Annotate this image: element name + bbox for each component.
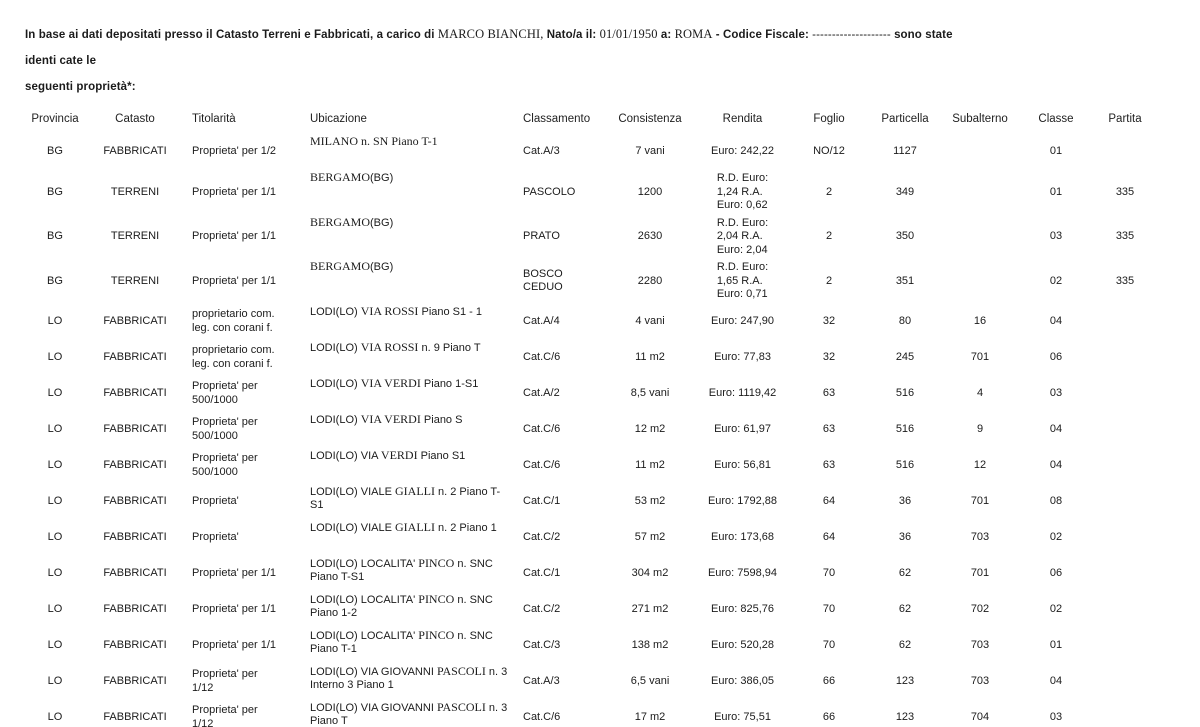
table-row [25, 664, 1161, 700]
cell-classe: 06 [1049, 350, 1063, 363]
cell-provincia: LO [47, 530, 63, 543]
cell-classe: 01 [1049, 145, 1063, 158]
cell-classe: 02 [1049, 602, 1063, 615]
cell-particella: 349 [895, 185, 915, 198]
cell-classamento: Cat.C/6 [523, 422, 561, 435]
ubicazione-segment: LODI(LO) VIALE [310, 521, 395, 534]
cell-provincia: LO [47, 710, 63, 723]
cell-rendita [700, 556, 785, 592]
cell-particella: 36 [898, 494, 912, 507]
cell-rendita [700, 664, 785, 700]
cell-provincia: LO [47, 422, 63, 435]
cell-partita [1089, 628, 1161, 664]
table-row [25, 376, 1161, 412]
ubicazione-segment: LODI(LO) VIA GIOVANNI [310, 701, 437, 714]
cell-rendita [700, 304, 785, 340]
rendita-lines: Euro: 247,90 [711, 314, 774, 327]
cell-ubicazione [303, 340, 515, 376]
ubicazione-segment: n. SNC Piano T-S1 [310, 557, 493, 583]
table-row [25, 340, 1161, 376]
cell-ubicazione [303, 628, 515, 664]
cell-classamento: Cat.A/3 [523, 145, 560, 158]
cell-classe: 03 [1049, 710, 1063, 723]
intro-segment: - Codice Fiscale: [712, 29, 813, 41]
table-row [25, 170, 1161, 215]
rendita-lines: Euro: 242,22 [711, 145, 774, 158]
table-row [25, 700, 1161, 727]
cell-catasto: TERRENI [110, 185, 160, 198]
cell-ubicazione [303, 304, 515, 340]
cell-provincia: LO [47, 566, 63, 579]
cell-subalterno: 704 [970, 710, 990, 723]
cell-rendita [700, 520, 785, 556]
cell-provincia: LO [47, 638, 63, 651]
ubicazione-segment: LODI(LO) VIALE [310, 485, 395, 498]
cell-foglio: 63 [822, 386, 836, 399]
cell-classe: 01 [1049, 185, 1063, 198]
ubicazione-segment: n. 2 Piano 1 [434, 521, 497, 534]
cell-consistenza: 304 m2 [631, 566, 669, 579]
cell-ubicazione [303, 215, 515, 260]
cell-ubicazione [303, 448, 515, 484]
cell-partita [1089, 520, 1161, 556]
cell-catasto: FABBRICATI [103, 494, 167, 507]
cell-partita [1089, 412, 1161, 448]
cell-catasto: FABBRICATI [103, 386, 167, 399]
table-row [25, 448, 1161, 484]
cell-provincia: LO [47, 674, 63, 687]
rendita-lines: Euro: 56,81 [714, 458, 771, 471]
ubicazione-segment: n. SNC Piano T-1 [310, 629, 493, 655]
document-page [0, 21, 1200, 727]
cell-ubicazione [303, 700, 515, 727]
column-header-consistenza: Consistenza [618, 113, 682, 125]
cell-titolarita: Proprieta' per 1/12 [192, 668, 258, 694]
cell-foglio: 32 [822, 314, 836, 327]
cell-catasto: TERRENI [110, 274, 160, 287]
cell-provincia: LO [47, 386, 63, 399]
column-header-partita: Partita [1108, 113, 1142, 125]
cell-rendita [700, 700, 785, 727]
cell-ubicazione [303, 592, 515, 628]
cell-foglio: 32 [822, 350, 836, 363]
table-row [25, 592, 1161, 628]
cell-foglio: 64 [822, 494, 836, 507]
ubicazione-serif-segment: VIA VERDI [360, 411, 421, 426]
cell-foglio: 70 [822, 602, 836, 615]
column-header-rendita: Rendita [722, 113, 763, 125]
cell-rendita [700, 628, 785, 664]
cell-provincia: BG [47, 145, 63, 158]
cell-catasto: FABBRICATI [103, 314, 167, 327]
cell-classe: 02 [1049, 530, 1063, 543]
cell-classe: 03 [1049, 230, 1063, 242]
cell-rendita [700, 376, 785, 412]
cell-subalterno: 703 [970, 674, 990, 687]
intro-text [25, 21, 955, 100]
cell-particella: 351 [895, 274, 915, 287]
cell-subalterno: 701 [970, 350, 990, 363]
cell-foglio: 2 [825, 230, 833, 242]
cell-consistenza: 8,5 vani [630, 386, 670, 399]
intro-segment: ROMA [674, 27, 713, 41]
ubicazione-serif-segment: VERDI [380, 447, 418, 462]
cell-ubicazione [303, 664, 515, 700]
ubicazione-serif-segment: MILANO n. SN Piano T-1 [310, 134, 438, 148]
cell-rendita [700, 340, 785, 376]
cell-ubicazione [303, 259, 515, 304]
cell-consistenza: 138 m2 [631, 638, 669, 651]
cell-particella: 36 [898, 530, 912, 543]
cell-particella: 245 [895, 350, 915, 363]
cell-consistenza: 17 m2 [634, 710, 666, 723]
cell-foglio: 63 [822, 458, 836, 471]
ubicazione-serif-segment: GIALLI [394, 483, 435, 498]
ubicazione-segment: (BG) [370, 172, 394, 184]
ubicazione-segment: n. 3 Piano T [310, 701, 508, 727]
cell-catasto: FABBRICATI [103, 422, 167, 435]
cell-subalterno: 701 [970, 566, 990, 579]
table-row [25, 520, 1161, 556]
cell-partita [1089, 664, 1161, 700]
cell-classe: 04 [1049, 458, 1063, 471]
rendita-lines: R.D. Euro: 1,65 R.A. Euro: 0,71 [716, 261, 769, 300]
cell-catasto: FABBRICATI [103, 458, 167, 471]
cell-classe: 04 [1049, 314, 1063, 327]
table-row [25, 134, 1161, 170]
cell-rendita [700, 170, 785, 215]
cell-rendita [700, 259, 785, 304]
cell-particella: 62 [898, 566, 912, 579]
column-header-ubicazione: Ubicazione [310, 113, 367, 125]
rendita-lines: R.D. Euro: 1,24 R.A. Euro: 0,62 [716, 172, 769, 211]
cell-rendita [700, 134, 785, 170]
ubicazione-serif-segment: VIA ROSSI [360, 339, 419, 354]
intro-segment: a: [657, 29, 675, 41]
cell-ubicazione [303, 170, 515, 215]
ubicazione-segment: n. 2 Piano T-S1 [310, 485, 501, 511]
cell-classamento: Cat.A/2 [523, 386, 560, 399]
cell-catasto: FABBRICATI [103, 602, 167, 615]
column-header-particella: Particella [881, 113, 929, 125]
cell-classe: 01 [1049, 638, 1063, 651]
ubicazione-serif-segment: PASCOLI [436, 699, 486, 714]
ubicazione-segment: n. SNC Piano 1-2 [310, 593, 493, 619]
cell-titolarita: proprietario com. leg. con corani f. [192, 344, 275, 370]
ubicazione-segment: (BG) [370, 261, 394, 273]
cell-classamento: Cat.C/3 [523, 638, 561, 651]
cell-foglio: 2 [825, 185, 833, 198]
cell-classe: 04 [1049, 422, 1063, 435]
intro-segment: -------------------- [812, 29, 895, 41]
cell-rendita [700, 215, 785, 260]
ubicazione-segment: LODI(LO) VIA GIOVANNI [310, 665, 437, 678]
cell-ubicazione [303, 556, 515, 592]
cell-rendita [700, 412, 785, 448]
cell-catasto: FABBRICATI [103, 530, 167, 543]
cell-classamento: Cat.C/6 [523, 710, 561, 723]
intro-segment: Nato/a il: [543, 29, 600, 41]
cell-classe: 08 [1049, 494, 1063, 507]
cell-titolarita: Proprieta' per 1/1 [192, 602, 277, 615]
cell-titolarita: Proprieta' per 1/1 [192, 274, 277, 287]
cell-classamento: Cat.C/6 [523, 458, 561, 471]
column-header-provincia: Provincia [31, 113, 79, 125]
cell-consistenza: 1200 [637, 185, 663, 198]
ubicazione-serif-segment: VIA VERDI [360, 375, 421, 390]
cell-provincia: LO [47, 314, 63, 327]
cell-partita: 335 [1115, 185, 1135, 198]
rendita-lines: Euro: 825,76 [711, 602, 774, 615]
ubicazione-segment: LODI(LO) [310, 305, 361, 318]
cell-partita: 335 [1115, 274, 1135, 287]
ubicazione-segment: Piano S [420, 413, 463, 426]
column-header-classe: Classe [1038, 113, 1074, 125]
cell-ubicazione [303, 520, 515, 556]
rendita-lines: Euro: 173,68 [711, 530, 774, 543]
cell-classamento: BOSCO CEDUO [523, 267, 563, 294]
cell-classamento: Cat.C/2 [523, 602, 561, 615]
rendita-lines: Euro: 7598,94 [707, 566, 778, 579]
cell-titolarita: Proprieta' per 500/1000 [192, 380, 258, 406]
table-row [25, 259, 1161, 304]
cell-titolarita: Proprieta' per 500/1000 [192, 416, 258, 442]
cell-foglio: 70 [822, 566, 836, 579]
ubicazione-segment: LODI(LO) VIA [310, 449, 381, 462]
cell-partita [1089, 700, 1161, 727]
table-body [25, 134, 1161, 727]
cell-foglio: 66 [822, 674, 836, 687]
ubicazione-segment: Piano S1 - 1 [418, 305, 483, 318]
cell-subalterno: 703 [970, 530, 990, 543]
cell-rendita [700, 484, 785, 520]
intro-segment: MARCO BIANCHI, [437, 27, 544, 41]
cell-partita [1089, 340, 1161, 376]
cell-consistenza: 4 vani [635, 314, 665, 327]
cell-particella: 62 [898, 638, 912, 651]
cell-titolarita: Proprieta' [192, 494, 239, 507]
cell-foglio: 64 [822, 530, 836, 543]
cell-subalterno: 702 [970, 602, 990, 615]
cell-ubicazione [303, 376, 515, 412]
cell-catasto: FABBRICATI [103, 638, 167, 651]
cell-classe: 03 [1049, 386, 1063, 399]
cell-partita [1089, 556, 1161, 592]
cell-catasto: FABBRICATI [103, 566, 167, 579]
cell-subalterno [937, 259, 1023, 304]
cell-particella: 80 [898, 314, 912, 327]
cell-catasto: FABBRICATI [103, 350, 167, 363]
ubicazione-serif-segment: VIA ROSSI [360, 303, 419, 318]
table-row [25, 628, 1161, 664]
ubicazione-segment: LODI(LO) [310, 413, 361, 426]
cell-titolarita: Proprieta' per 1/2 [192, 145, 277, 158]
column-header-classamento: Classamento [523, 113, 591, 125]
cell-consistenza: 6,5 vani [630, 674, 670, 687]
ubicazione-serif-segment: PINCO [418, 627, 455, 642]
cell-classamento: PASCOLO [523, 185, 576, 198]
ubicazione-segment: LODI(LO) LOCALITA' [310, 593, 419, 606]
cell-foglio: 63 [822, 422, 836, 435]
rendita-lines: Euro: 1119,42 [708, 386, 777, 399]
cell-catasto: FABBRICATI [103, 674, 167, 687]
cell-subalterno: 703 [970, 638, 990, 651]
column-header-foglio: Foglio [813, 113, 845, 125]
cell-ubicazione [303, 134, 515, 170]
cell-consistenza: 7 vani [635, 145, 665, 158]
cell-partita: 335 [1115, 230, 1135, 242]
cell-foglio: NO/12 [813, 145, 845, 158]
cell-titolarita: Proprieta' per 500/1000 [192, 452, 258, 478]
cell-classe: 04 [1049, 674, 1063, 687]
ubicazione-segment: (BG) [370, 216, 394, 229]
cell-catasto: TERRENI [110, 230, 160, 242]
cell-titolarita: Proprieta' [192, 530, 239, 543]
ubicazione-serif-segment: GIALLI [394, 519, 435, 534]
cell-particella: 516 [895, 458, 915, 471]
cell-classamento: Cat.C/2 [523, 530, 561, 543]
column-header-titolarita: Titolarità [192, 113, 236, 125]
table-row [25, 556, 1161, 592]
ubicazione-segment: LODI(LO) [310, 377, 361, 390]
cell-rendita [700, 448, 785, 484]
ubicazione-serif-segment: BERGAMO [310, 214, 371, 229]
cell-particella: 516 [895, 386, 915, 399]
cell-partita [1089, 484, 1161, 520]
ubicazione-segment: LODI(LO) LOCALITA' [310, 629, 419, 642]
table-row [25, 304, 1161, 340]
cell-subalterno: 12 [973, 458, 987, 471]
rendita-lines: Euro: 1792,88 [707, 494, 778, 507]
cell-provincia: BG [47, 274, 63, 287]
cell-partita [1089, 592, 1161, 628]
ubicazione-serif-segment: BERGAMO [310, 259, 371, 273]
cell-provincia: BG [47, 185, 63, 198]
column-header-subalterno: Subalterno [952, 113, 1008, 125]
cell-consistenza: 11 m2 [635, 458, 665, 471]
table-row [25, 484, 1161, 520]
cell-particella: 123 [895, 710, 915, 723]
cell-classamento: Cat.C/6 [523, 350, 561, 363]
ubicazione-segment: LODI(LO) [310, 341, 361, 354]
ubicazione-serif-segment: PINCO [418, 555, 455, 570]
ubicazione-segment: n. 9 Piano T [418, 341, 481, 354]
cell-titolarita: proprietario com. leg. con corani f. [192, 308, 275, 334]
cell-ubicazione [303, 412, 515, 448]
cell-consistenza: 53 m2 [634, 494, 666, 507]
intro-segment: 01/01/1950 [599, 27, 658, 41]
cell-subalterno: 16 [973, 314, 987, 327]
cell-classamento: Cat.C/1 [523, 566, 561, 579]
cell-provincia: BG [47, 230, 63, 242]
cell-titolarita: Proprieta' per 1/1 [192, 566, 277, 579]
cell-particella: 1127 [893, 145, 917, 158]
cell-particella: 350 [895, 230, 915, 242]
table-header-row [25, 113, 1161, 134]
cell-particella: 62 [898, 602, 912, 615]
cell-subalterno: 9 [976, 422, 984, 435]
cell-consistenza: 2280 [637, 274, 663, 287]
rendita-lines: Euro: 61,97 [714, 422, 771, 435]
cell-classamento: Cat.A/4 [523, 314, 560, 327]
cell-subalterno [937, 170, 1023, 215]
cell-provincia: LO [47, 458, 63, 471]
cell-particella: 516 [895, 422, 915, 435]
cell-provincia: LO [47, 602, 63, 615]
column-header-catasto: Catasto [115, 113, 155, 125]
rendita-lines: Euro: 520,28 [711, 638, 774, 651]
rendita-lines: R.D. Euro: 2,04 R.A. Euro: 2,04 [716, 216, 769, 256]
intro-segment: In base ai dati depositati presso il Catasto Terreni e Fabbricati, a carico di [25, 29, 438, 41]
cell-subalterno: 701 [970, 494, 990, 507]
cell-foglio: 70 [822, 638, 836, 651]
cell-titolarita: Proprieta' per 1/1 [192, 185, 277, 198]
cell-partita [1089, 304, 1161, 340]
cell-classamento: Cat.C/1 [523, 494, 561, 507]
cell-subalterno [937, 134, 1023, 170]
intro-segment: sono state identi cate le [25, 29, 953, 67]
rendita-lines: Euro: 75,51 [714, 710, 771, 723]
cell-titolarita: Proprieta' per 1/12 [192, 704, 258, 727]
table-row [25, 215, 1161, 260]
intro-segment: seguenti proprietà*: [25, 81, 136, 93]
rendita-lines: Euro: 77,83 [714, 350, 771, 363]
cell-foglio: 66 [822, 710, 836, 723]
cell-rendita [700, 592, 785, 628]
ubicazione-segment: LODI(LO) LOCALITA' [310, 557, 419, 570]
cell-provincia: LO [47, 494, 63, 507]
cell-consistenza: 12 m2 [634, 422, 666, 435]
cell-consistenza: 271 m2 [631, 602, 669, 615]
ubicazione-segment: n. 3 Interno 3 Piano 1 [310, 665, 508, 691]
cell-partita [1089, 134, 1161, 170]
cell-classe: 06 [1049, 566, 1063, 579]
cell-partita [1089, 376, 1161, 412]
ubicazione-serif-segment: PINCO [418, 591, 455, 606]
cell-titolarita: Proprieta' per 1/1 [192, 638, 277, 651]
cell-consistenza: 11 m2 [635, 350, 665, 363]
cell-partita [1089, 448, 1161, 484]
properties-table [25, 113, 1161, 727]
cell-catasto: FABBRICATI [103, 710, 167, 723]
cell-foglio: 2 [825, 274, 833, 287]
table-row [25, 412, 1161, 448]
cell-consistenza: 57 m2 [634, 530, 666, 543]
ubicazione-serif-segment: PASCOLI [436, 663, 486, 678]
cell-consistenza: 2630 [637, 230, 663, 242]
rendita-lines: Euro: 386,05 [711, 674, 774, 687]
cell-titolarita: Proprieta' per 1/1 [192, 230, 277, 242]
cell-classamento: PRATO [523, 230, 560, 242]
cell-subalterno [937, 215, 1023, 260]
cell-classe: 02 [1049, 274, 1063, 287]
cell-ubicazione [303, 484, 515, 520]
ubicazione-segment: Piano S1 [417, 449, 466, 462]
cell-provincia: LO [47, 350, 63, 363]
cell-particella: 123 [895, 674, 915, 687]
cell-classamento: Cat.A/3 [523, 674, 560, 687]
cell-subalterno: 4 [976, 386, 984, 399]
ubicazione-serif-segment: BERGAMO [310, 170, 371, 184]
ubicazione-segment: Piano 1-S1 [420, 377, 479, 390]
cell-catasto: FABBRICATI [103, 145, 167, 158]
